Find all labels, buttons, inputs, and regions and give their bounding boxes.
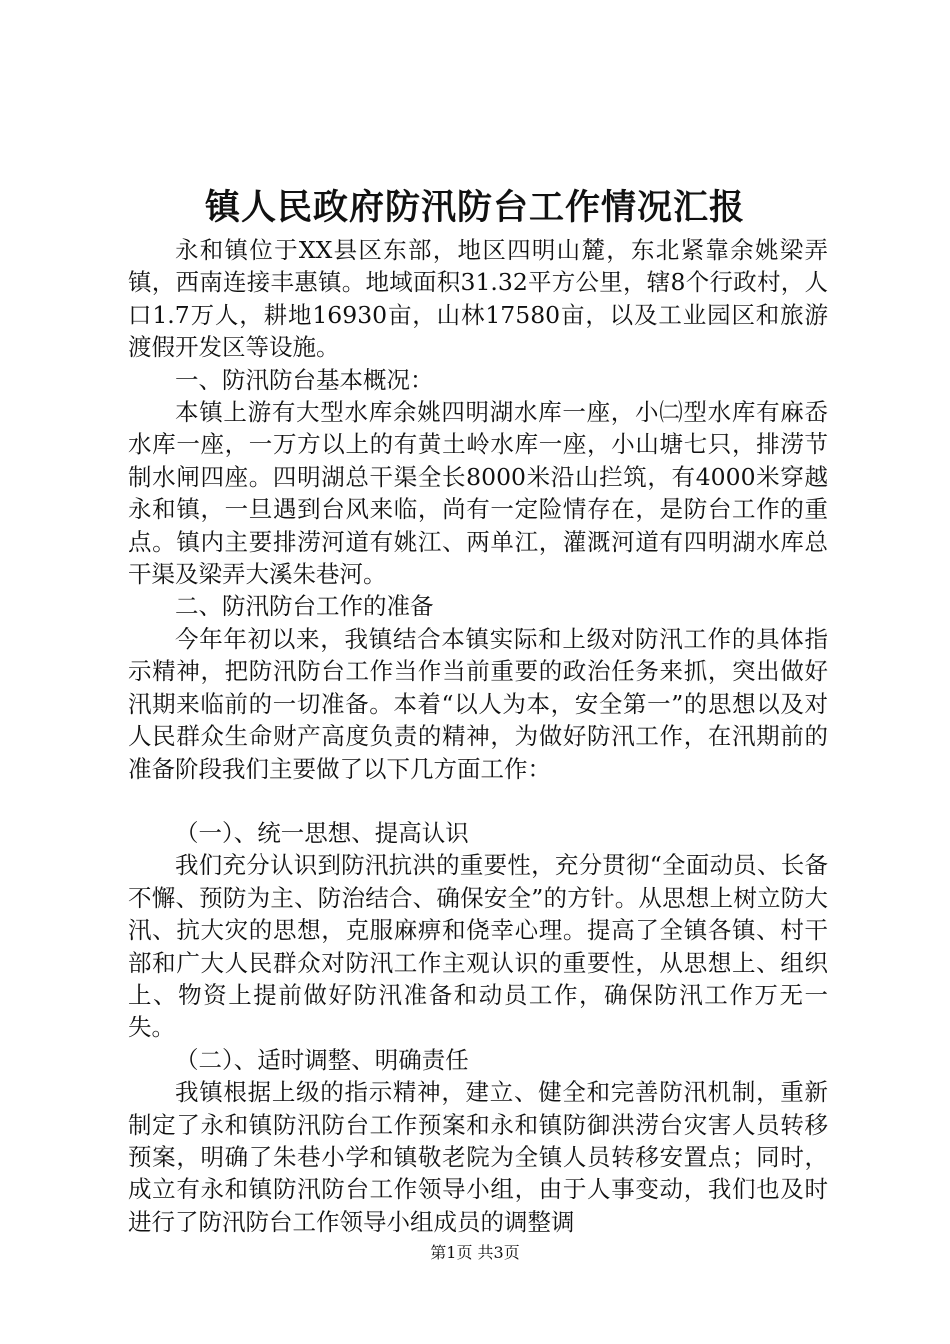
paragraph-overview: 永和镇位于XX县区东部，地区四明山麓，东北紧靠余姚梁弄镇，西南连接丰惠镇。地域面积31.32平方公里，辖8个行政村，人口1.7万人，耕地16930亩，山林17580亩，以及工业园区和旅游渡假开发区等设施。 [128, 236, 828, 362]
page-footer: 第1页 共3页 [430, 1243, 520, 1262]
subsection-heading-2: （二）、适时调整、明确责任 [175, 1045, 469, 1074]
document-title: 镇人民政府防汛防台工作情况汇报 [204, 187, 745, 228]
paragraph-unify-thinking: 我们充分认识到防汛抗洪的重要性，充分贯彻“全面动员、长备不懈、预防为主、防治结合、确保安全”的方针。从思想上树立防大汛、抗大灾的思想，克服麻痹和侥幸心理。提高了全镇各镇、村干部和广大人民群众对防汛工作主观认识的重要性，从思想上、组织上、物资上提前做好防汛准备和动员工作，确保防汛工作万无一失。 [128, 851, 828, 1042]
document-body [128, 234, 828, 1238]
paragraph-basic-situation: 本镇上游有大型水库余姚四明湖水库一座，小㈡型水库有麻岙水库一座，一万方以上的有黄土岭水库一座，小山塘七只，排涝节制水闸四座。四明湖总干渠全长8000米沿山拦筑，有4000米穿越永和镇，一旦遇到台风来临，尚有一定险情存在，是防台工作的重点。镇内主要排涝河道有姚江、两单江，灌溉河道有四明湖水库总干渠及梁弄大溪朱巷河。 [128, 398, 828, 589]
section-heading-1: 一、防汛防台基本概况： [175, 365, 434, 394]
subsection-heading-1: （一）、统一思想、提高认识 [175, 818, 469, 847]
section-heading-2: 二、防汛防台工作的准备 [175, 592, 434, 621]
paragraph-preparation: 今年年初以来，我镇结合本镇实际和上级对防汛工作的具体指示精神，把防汛防台工作当作当前重要的政治任务来抓，突出做好汛期来临前的一切准备。本着“以人为本，安全第一”的思想以及对人民群众生命财产高度负责的精神，为做好防汛工作，在汛期前的准备阶段我们主要做了以下几方面工作： [128, 624, 828, 783]
paragraph-adjust-responsibility: 我镇根据上级的指示精神，建立、健全和完善防汛机制，重新制定了永和镇防汛防台工作预案和永和镇防御洪涝台灾害人员转移预案，明确了朱巷小学和镇敬老院为全镇人员转移安置点；同时，成立有永和镇防汛防台工作领导小组，由于人事变动，我们也及时进行了防汛防台工作领导小组成员的调整调 [128, 1078, 828, 1236]
